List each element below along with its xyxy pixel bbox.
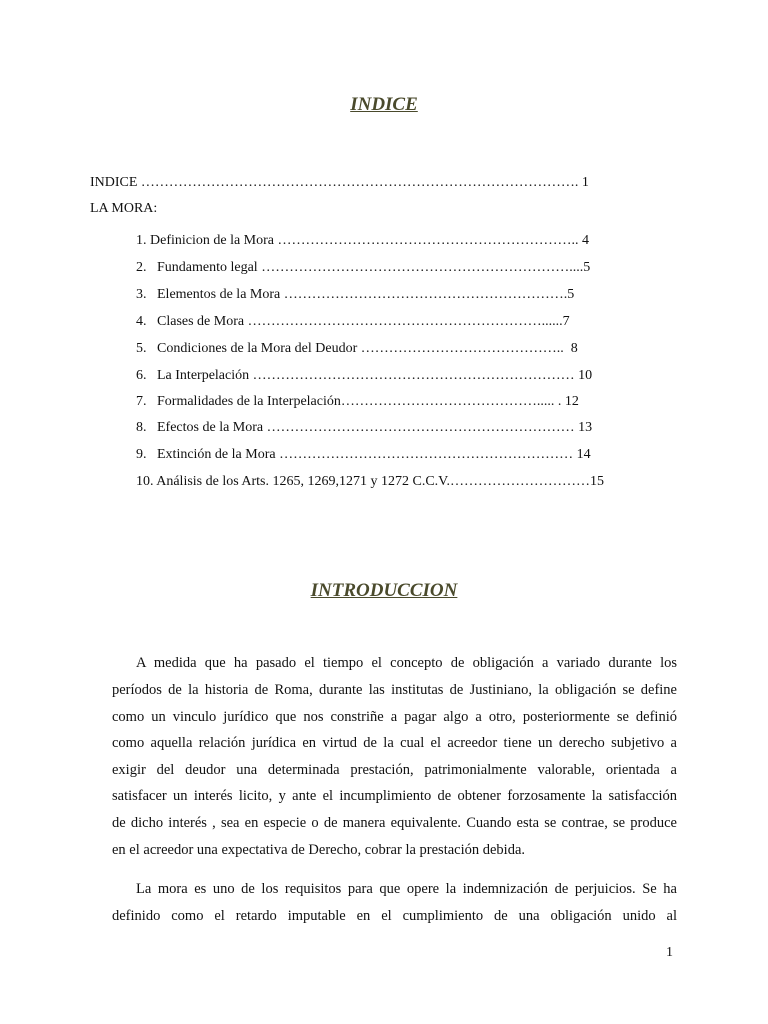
paragraph-line: satisfacer un interés licito, y ante el incumplimiento de obtener forzosamente la satisfacción bbox=[112, 788, 677, 804]
toc-item: 3. Elementos de la Mora …………………………………………………….5 bbox=[136, 287, 575, 302]
toc-entry-la-mora: LA MORA: bbox=[90, 201, 158, 216]
toc-item: 6. La Interpelación …………………………………………………………… 10 bbox=[136, 368, 593, 383]
paragraph-line: definido como el retardo imputable en el cumplimiento de una obligación unido al bbox=[112, 908, 677, 924]
toc-item: 8. Efectos de la Mora ………………………………………………………… 13 bbox=[136, 420, 593, 435]
paragraph-line: como aquella relación jurídica en virtud de la cual el acreedor tiene un derecho subjetivo a bbox=[112, 735, 677, 751]
page-number: 1 bbox=[666, 945, 673, 960]
paragraph-line: La mora es uno de los requisitos para que opere la indemnización de perjuicios. Se ha bbox=[136, 881, 677, 897]
toc-item: 4. Clases de Mora ………………………………………………………......7 bbox=[136, 314, 570, 329]
paragraph-line: de dicho interés , sea en especie o de manera equivalente. Cuando esta se contrae, se produce bbox=[112, 815, 677, 831]
paragraph-line: en el acreedor una expectativa de Derecho, cobrar la prestación debida. bbox=[112, 842, 526, 858]
introduction-title: INTRODUCCION bbox=[310, 580, 458, 601]
toc-item: 1. Definicion de la Mora ……………………………………………………….. 4 bbox=[136, 233, 590, 248]
paragraph-line: A medida que ha pasado el tiempo el concepto de obligación a variado durante los bbox=[136, 655, 677, 671]
paragraph-line: exigir del deudor una determinada prestación, patrimonialmente valorable, orientada a bbox=[112, 762, 677, 778]
index-title: INDICE bbox=[350, 94, 418, 115]
toc-item: 5. Condiciones de la Mora del Deudor …………………………………….. 8 bbox=[136, 341, 578, 356]
paragraph-line: períodos de la historia de Roma, durante las institutas de Justiniano, la obligación se define bbox=[112, 682, 677, 698]
toc-item: 2. Fundamento legal …………………………………………………………....5 bbox=[136, 260, 591, 275]
paragraph-line: como un vinculo jurídico que nos constriñe a pagar algo a otro, posteriormente se definió bbox=[112, 709, 677, 725]
toc-entry-indice: INDICE …………………………………………………………………………………. 1 bbox=[90, 175, 589, 190]
toc-item: 9. Extinción de la Mora ……………………………………………………… 14 bbox=[136, 447, 591, 462]
toc-item: 7. Formalidades de la Interpelación……………………………………..... . 12 bbox=[136, 394, 579, 409]
toc-item: 10. Análisis de los Arts. 1265, 1269,1271 y 1272 C.C.V.…………………………15 bbox=[136, 474, 604, 489]
